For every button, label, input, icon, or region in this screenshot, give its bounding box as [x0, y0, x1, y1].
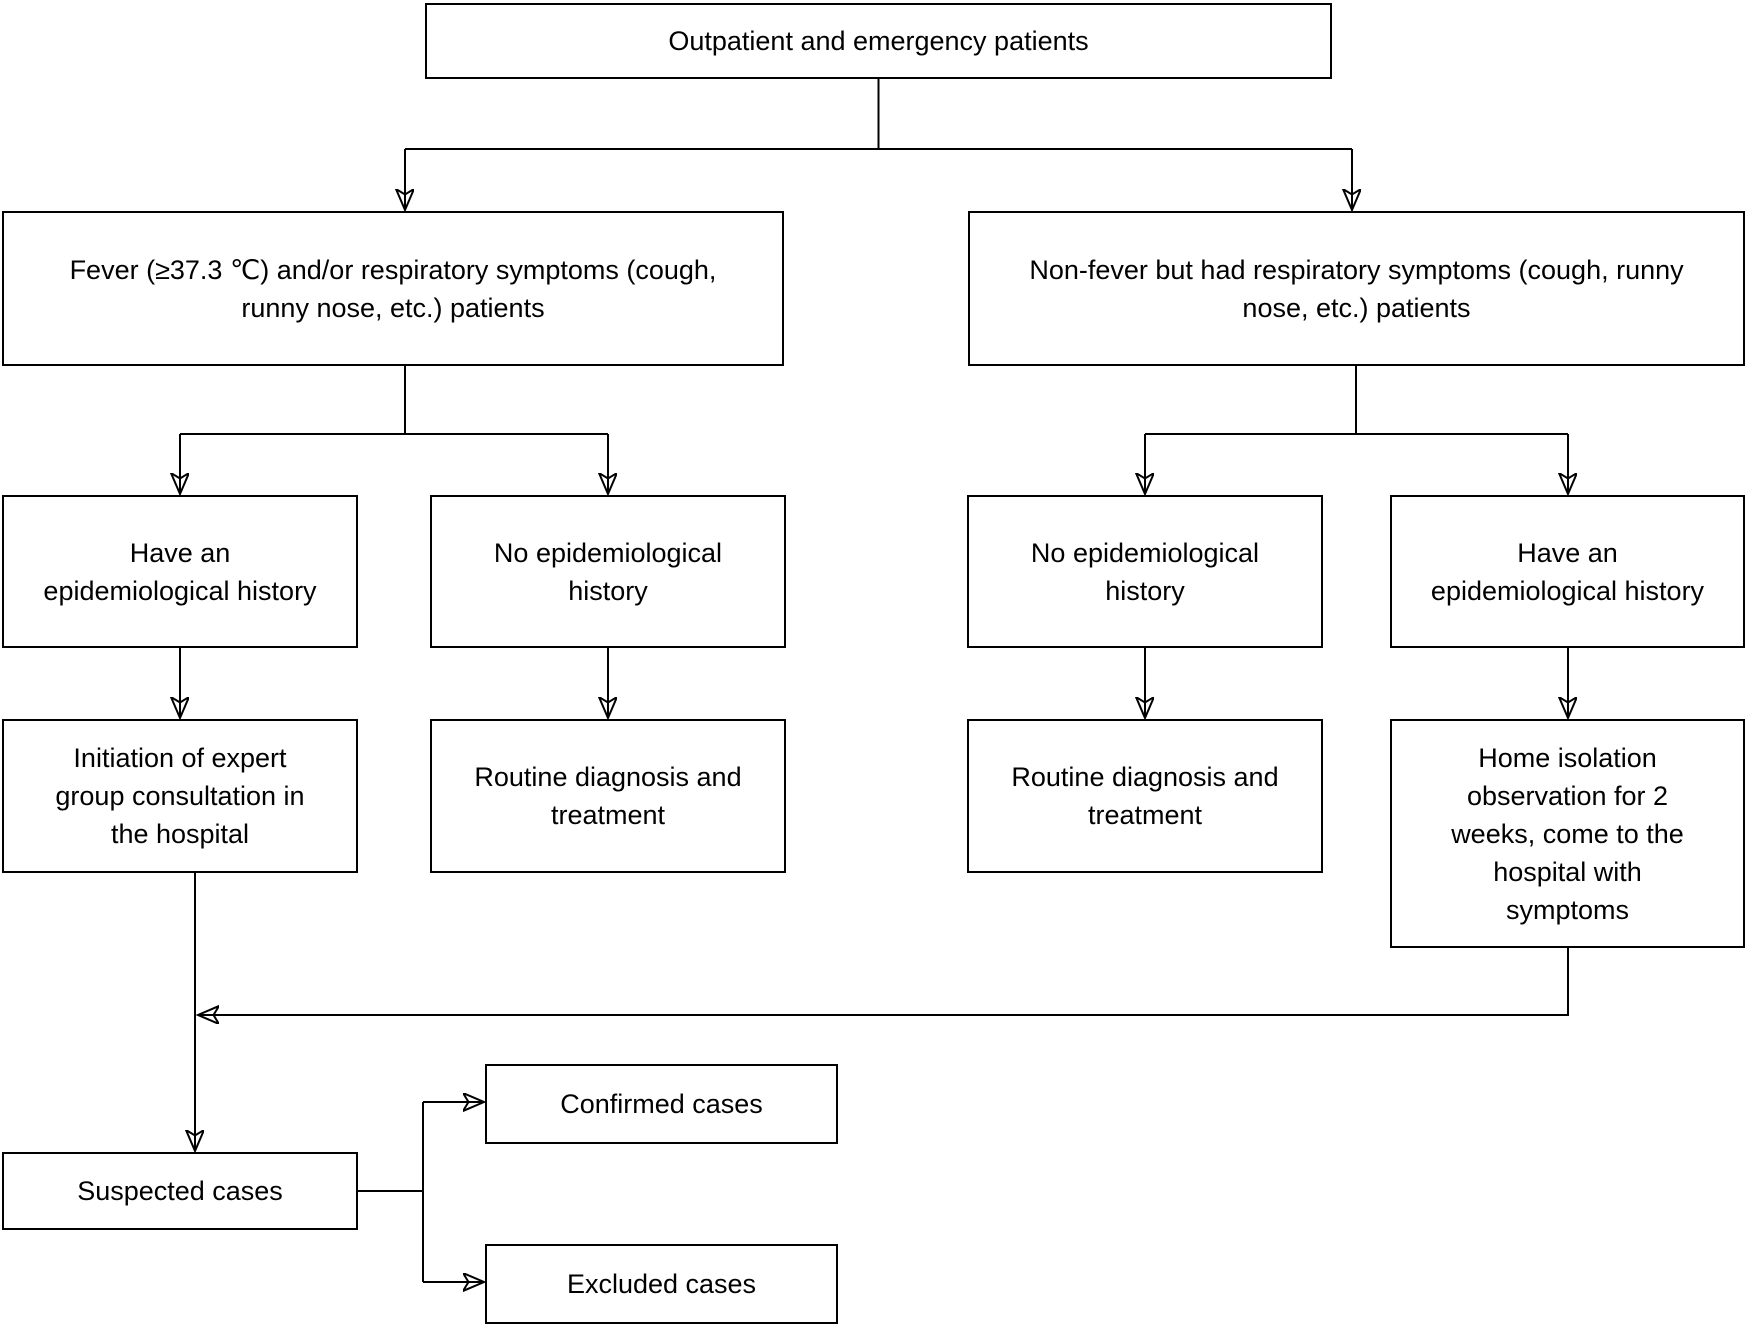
node-routine-diagnosis-treatment-left	[430, 719, 786, 873]
node-label: No epidemiological history	[1030, 537, 1260, 606]
node-label: Fever (≥37.3 ℃) and/or respiratory symptoms (cough, runny nose, etc.) patients	[69, 254, 717, 323]
node-label: Have an epidemiological history	[43, 537, 317, 606]
node-fever-respiratory-symptoms	[2, 211, 784, 366]
node-have-epidemiological-history-right	[1390, 495, 1745, 648]
node-label: Non-fever but had respiratory symptoms (cough, runny nose, etc.) patients	[1029, 254, 1684, 323]
node-suspected-cases	[2, 1152, 358, 1230]
node-label: Excluded cases	[566, 1269, 757, 1299]
node-label: No epidemiological history	[493, 537, 723, 606]
node-label: Routine diagnosis and treatment	[1011, 762, 1279, 830]
node-confirmed-cases	[485, 1064, 838, 1144]
node-label: Confirmed cases	[560, 1089, 763, 1119]
node-label: Have an epidemiological history	[1430, 537, 1705, 606]
node-home-isolation-observation	[1390, 719, 1745, 948]
edge-isolation-to-merge	[199, 948, 1568, 1015]
node-excluded-cases	[485, 1244, 838, 1324]
edge-fever-split	[180, 366, 608, 434]
node-outpatient-and-emergency-patients	[425, 3, 1332, 79]
edge-suspected-branch	[358, 1102, 423, 1282]
node-no-epidemiological-history-right	[967, 495, 1323, 648]
node-label: Home isolation observation for 2 weeks, come to the hospital with symptoms	[1451, 742, 1684, 925]
edge-nonfever-split	[1145, 366, 1568, 434]
node-expert-group-consultation	[2, 719, 358, 873]
node-non-fever-respiratory-symptoms	[968, 211, 1745, 366]
node-routine-diagnosis-treatment-right	[967, 719, 1323, 873]
node-label: Outpatient and emergency patients	[668, 26, 1089, 56]
edge-outpatient-split	[405, 79, 1352, 149]
node-have-epidemiological-history-left	[2, 495, 358, 648]
node-label: Suspected cases	[77, 1176, 283, 1206]
node-no-epidemiological-history-left	[430, 495, 786, 648]
node-label: Routine diagnosis and treatment	[474, 762, 742, 830]
node-label: Initiation of expert group consultation in the hospital	[55, 743, 305, 849]
